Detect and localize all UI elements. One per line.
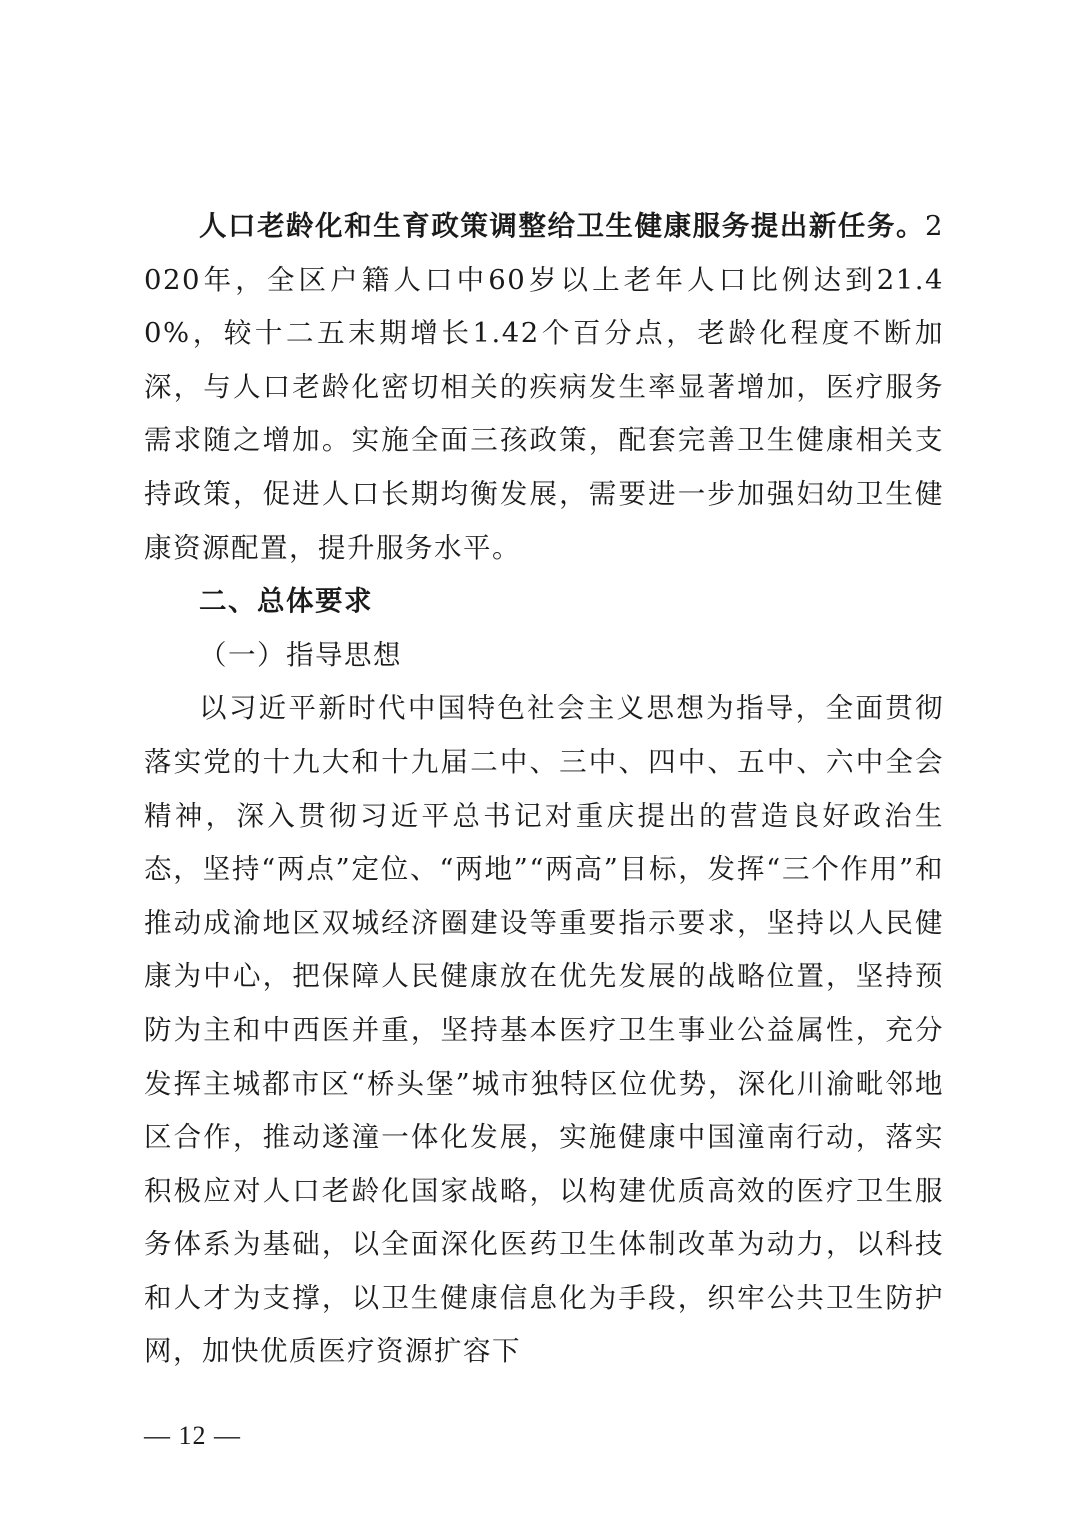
paragraph-guiding-ideology: 以习近平新时代中国特色社会主义思想为指导，全面贯彻落实党的十九大和十九届二中、三中、四中、五中、六中全会精神，深入贯彻习近平总书记对重庆提出的营造良好政治生态，坚持“两点”定位、“两地”“两高”目标，发挥“三个作用”和推动成渝地区双城经济圈建设等重要指示要求，坚持以人民健康为中心，把保障人民健康放在优先发展的战略位置，坚持预防为主和中西医并重，坚持基本医疗卫生事业公益属性，充分发挥主城都市区“桥头堡”城市独特区位优势，深化川渝毗邻地区合作，推动遂潼一体化发展，实施健康中国潼南行动，落实积极应对人口老龄化国家战略，以构建优质高效的医疗卫生服务体系为基础，以全面深化医药卫生体制改革为动力，以科技和人才为支撑，以卫生健康信息化为手段，织牢公共卫生防护网，加快优质医疗资源扩容下 [144, 692, 944, 1368]
subsection-heading: （一）指导思想 [199, 638, 402, 671]
paragraph-lead-sentence: 人口老龄化和生育政策调整给卫生健康服务提出新任务。 [199, 210, 925, 242]
page-number: — 12 — [144, 1421, 241, 1450]
document-body [144, 200, 944, 1379]
section-heading: 二、总体要求 [199, 585, 373, 618]
paragraph-aging-policy [144, 200, 944, 575]
paragraph-body-text: 2020年，全区户籍人口中60岁以上老年人口比例达到21.40%，较十二五末期增长1.42个百分点，老龄化程度不断加深，与人口老龄化密切相关的疾病发生率显著增加，医疗服务需求随之增加。实施全面三孩政策，配套完善卫生健康相关支持政策，促进人口长期均衡发展，需要进一步加强妇幼卫生健康资源配置，提升服务水平。 [144, 210, 944, 564]
